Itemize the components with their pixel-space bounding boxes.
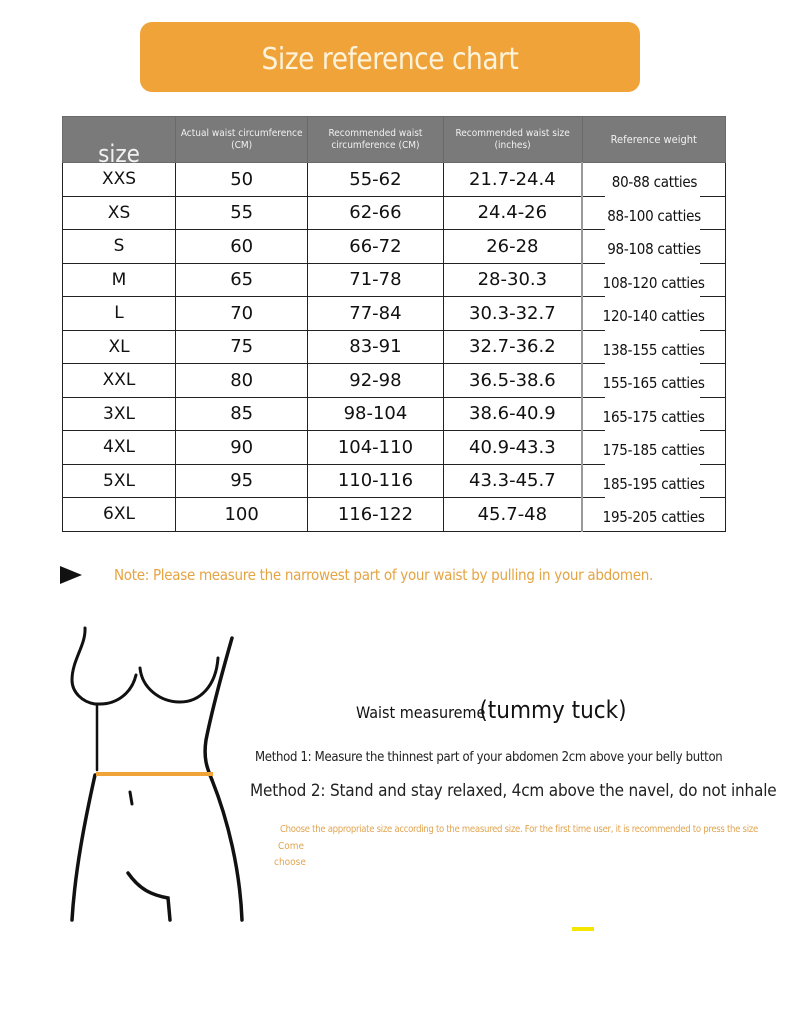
header-size: size: [63, 117, 176, 163]
cell-recommended-waist-cm: 83-91: [308, 330, 443, 364]
cell-reference-weight-text: 185-195 catties: [603, 474, 706, 493]
cell-reference-weight: [582, 163, 725, 197]
table-row: [63, 431, 726, 465]
cell-size: XXS: [63, 163, 176, 197]
choose-size-note: Choose the appropriate size according to the measured size. For the first time user, it is recommended to press the size: [280, 824, 758, 835]
measurement-title-big: (tummy tuck): [479, 696, 627, 724]
cell-recommended-waist-inches: 24.4-26: [443, 196, 582, 230]
yellow-mark-decoration: [572, 927, 594, 931]
cell-actual-waist: 65: [176, 263, 308, 297]
cell-recommended-waist-inches: 40.9-43.3: [443, 431, 582, 465]
cell-reference-weight-text: 120-140 catties: [603, 307, 706, 326]
table-row: [63, 330, 726, 364]
measurement-title: [356, 696, 627, 724]
cell-reference-weight-text: 88-100 catties: [607, 206, 701, 225]
note-text: Note: Please measure the narrowest part of your waist by pulling in your abdomen.: [114, 566, 653, 584]
table-header-row: [63, 117, 726, 163]
cell-reference-weight: [582, 297, 725, 331]
cell-actual-waist: 80: [176, 364, 308, 398]
cell-reference-weight: [582, 464, 725, 498]
cell-recommended-waist-inches: 30.3-32.7: [443, 297, 582, 331]
cell-reference-weight: [582, 330, 725, 364]
cell-size: XL: [63, 330, 176, 364]
method-1-text: Method 1: Measure the thinnest part of your abdomen 2cm above your belly button: [255, 750, 723, 765]
cell-actual-waist: 95: [176, 464, 308, 498]
cell-reference-weight-text: 80-88 catties: [611, 173, 697, 192]
cell-actual-waist: 100: [176, 498, 308, 532]
choose-size-note-line-2: Come: [278, 841, 305, 852]
cell-recommended-waist-cm: 92-98: [308, 364, 443, 398]
cell-reference-weight-text: 155-165 catties: [603, 374, 706, 393]
cell-actual-waist: 90: [176, 431, 308, 465]
body-figure-illustration: [60, 620, 255, 930]
cell-reference-weight-text: 175-185 catties: [603, 441, 706, 460]
cell-actual-waist: 85: [176, 397, 308, 431]
cell-reference-weight-text: 138-155 catties: [603, 340, 706, 359]
cell-recommended-waist-inches: 38.6-40.9: [443, 397, 582, 431]
cell-recommended-waist-cm: 98-104: [308, 397, 443, 431]
header-reference-weight: Reference weight: [582, 117, 725, 163]
table-row: [63, 196, 726, 230]
cell-reference-weight: [582, 230, 725, 264]
measurement-title-small: Waist measureme: [356, 703, 486, 722]
cell-recommended-waist-inches: 26-28: [443, 230, 582, 264]
cell-recommended-waist-cm: 77-84: [308, 297, 443, 331]
cell-recommended-waist-cm: 55-62: [308, 163, 443, 197]
note: [60, 566, 653, 584]
cell-recommended-waist-inches: 32.7-36.2: [443, 330, 582, 364]
cell-reference-weight: [582, 364, 725, 398]
arrow-right-icon: [60, 566, 82, 584]
cell-recommended-waist-cm: 66-72: [308, 230, 443, 264]
cell-reference-weight: [582, 397, 725, 431]
cell-recommended-waist-inches: 43.3-45.7: [443, 464, 582, 498]
table-row: [63, 263, 726, 297]
table-row: [63, 163, 726, 197]
cell-reference-weight: [582, 196, 725, 230]
cell-recommended-waist-cm: 104-110: [308, 431, 443, 465]
title-banner: [140, 22, 640, 92]
cell-actual-waist: 50: [176, 163, 308, 197]
table-row: [63, 498, 726, 532]
cell-recommended-waist-inches: 45.7-48: [443, 498, 582, 532]
torso-outline-icon: [60, 620, 255, 930]
cell-recommended-waist-cm: 71-78: [308, 263, 443, 297]
method-2-text: Method 2: Stand and stay relaxed, 4cm above the navel, do not inhale: [250, 781, 777, 801]
cell-actual-waist: 60: [176, 230, 308, 264]
cell-recommended-waist-inches: 28-30.3: [443, 263, 582, 297]
cell-recommended-waist-cm: 110-116: [308, 464, 443, 498]
cell-size: XS: [63, 196, 176, 230]
table-row: [63, 464, 726, 498]
cell-size: XXL: [63, 364, 176, 398]
header-recommended-waist-cm: Recommended waist circumference (CM): [308, 117, 443, 163]
cell-reference-weight: [582, 498, 725, 532]
header-recommended-waist-inches: Recommended waist size (inches): [443, 117, 582, 163]
cell-recommended-waist-cm: 116-122: [308, 498, 443, 532]
page-title: Size reference chart: [261, 41, 519, 77]
cell-size: S: [63, 230, 176, 264]
cell-recommended-waist-cm: 62-66: [308, 196, 443, 230]
table-row: [63, 297, 726, 331]
cell-size: 4XL: [63, 431, 176, 465]
cell-reference-weight-text: 108-120 catties: [603, 273, 706, 292]
cell-size: 5XL: [63, 464, 176, 498]
cell-size: 3XL: [63, 397, 176, 431]
cell-recommended-waist-inches: 21.7-24.4: [443, 163, 582, 197]
cell-reference-weight-text: 195-205 catties: [603, 508, 706, 527]
cell-actual-waist: 75: [176, 330, 308, 364]
cell-recommended-waist-inches: 36.5-38.6: [443, 364, 582, 398]
table-row: [63, 397, 726, 431]
choose-size-note-line-3: choose: [274, 857, 306, 868]
table-row: [63, 364, 726, 398]
cell-reference-weight: [582, 263, 725, 297]
cell-size: L: [63, 297, 176, 331]
header-actual-waist: Actual waist circumference (CM): [176, 117, 308, 163]
cell-size: 6XL: [63, 498, 176, 532]
cell-size: M: [63, 263, 176, 297]
table-row: [63, 230, 726, 264]
size-chart-table: [62, 116, 726, 532]
cell-reference-weight-text: 165-175 catties: [603, 407, 706, 426]
cell-actual-waist: 55: [176, 196, 308, 230]
cell-actual-waist: 70: [176, 297, 308, 331]
cell-reference-weight: [582, 431, 725, 465]
cell-reference-weight-text: 98-108 catties: [607, 240, 701, 259]
